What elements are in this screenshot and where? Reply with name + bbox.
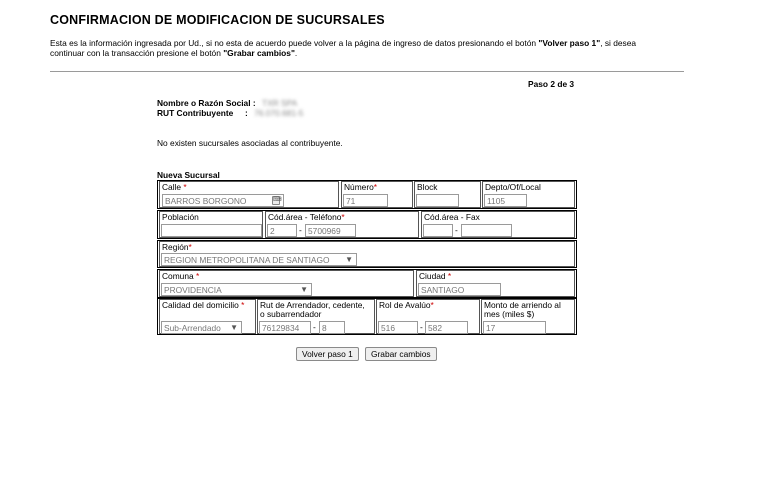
rut-value: 76.070.681-5 (254, 108, 304, 118)
cell-numero (341, 181, 413, 208)
intro-back-ref: "Volver paso 1" (538, 38, 601, 48)
razon-social-label: Nombre o Razón Social : (157, 98, 256, 108)
cell-fax (421, 211, 575, 238)
required-mark: * (373, 182, 378, 192)
chevron-down-icon: ▼ (300, 285, 308, 294)
poblacion-input[interactable] (161, 224, 262, 237)
fax-label: Cód.área - Fax (424, 212, 480, 222)
fax-number-input[interactable] (461, 224, 512, 237)
region-select[interactable] (161, 253, 357, 266)
cell-rol-avaluo (376, 299, 480, 334)
row-region (157, 240, 577, 268)
block-label: Block (417, 182, 438, 192)
rut-dv-input[interactable]: 8 (319, 321, 345, 334)
calle-label-text: Calle (162, 182, 182, 192)
region-label (162, 243, 192, 252)
divider (50, 71, 684, 72)
calidad-select[interactable] (161, 321, 242, 334)
comuna-selected-value: PROVIDENCIA (164, 285, 222, 295)
rut-label: RUT Contribuyente : (157, 108, 248, 118)
rol-avaluo-label (379, 301, 434, 310)
step-indicator: Paso 2 de 3 (528, 79, 575, 89)
cell-calle (159, 181, 339, 208)
intro-text-part: . (294, 48, 298, 58)
cell-poblacion (159, 211, 263, 238)
required-mark: * (241, 300, 245, 310)
calle-input[interactable]: BARROS BORGONO (162, 194, 284, 207)
razon-social-row (157, 98, 297, 108)
rol-avaluo-part1-input[interactable]: 516 (378, 321, 418, 334)
cell-block (414, 181, 481, 208)
calidad-label (162, 301, 244, 310)
calidad-selected-value: Sub-Arrendado (164, 323, 221, 333)
cell-monto (481, 299, 575, 334)
ciudad-label (419, 272, 451, 281)
calidad-label-text: Calidad del domicilio (162, 300, 239, 310)
page-title: CONFIRMACION DE MODIFICACION DE SUCURSALES (50, 13, 385, 27)
intro-text-part: continuar con la transacción presione el botón (50, 48, 224, 58)
intro-text (50, 38, 710, 58)
comuna-select[interactable] (161, 283, 312, 296)
ciudad-label-text: Ciudad (419, 271, 446, 281)
telefono-number-input[interactable]: 5700969 (305, 224, 356, 237)
rut-row (157, 108, 303, 118)
dash-separator: - (299, 225, 302, 235)
region-label-text: Región (162, 242, 189, 252)
comuna-label-text: Comuna (162, 271, 194, 281)
numero-label-text: Número (344, 182, 374, 192)
monto-label: Monto de arriendo al mes (miles $) (484, 300, 561, 319)
required-mark: * (183, 182, 187, 192)
numero-input[interactable]: 71 (343, 194, 388, 207)
cell-depto (482, 181, 575, 208)
required-mark: * (430, 300, 434, 310)
comuna-label (162, 272, 199, 281)
monto-input[interactable]: 17 (483, 321, 546, 334)
no-sucursales-message: No existen sucursales asociadas al contribuyente. (157, 138, 343, 148)
block-input[interactable] (416, 194, 459, 207)
cell-comuna (159, 270, 414, 297)
calle-label (162, 183, 187, 192)
intro-save-ref: "Grabar cambios" (223, 48, 295, 58)
chevron-down-icon: ▼ (230, 323, 238, 332)
chevron-down-icon: ▼ (345, 255, 353, 264)
cell-rut-arrendador (257, 299, 375, 334)
rol-avaluo-part2-input[interactable]: 582 (425, 321, 468, 334)
poblacion-label: Población (162, 212, 199, 222)
grabar-cambios-button[interactable]: Grabar cambios (365, 347, 437, 361)
ciudad-input[interactable]: SANTIAGO (418, 283, 501, 296)
telefono-label-text: Cód.área - Teléfono (268, 212, 342, 222)
depto-label: Depto/Of/Local (485, 182, 541, 192)
rut-arrendador-label: Rut de Arrendador, cedente, o subarrendador (260, 300, 365, 319)
required-mark: * (188, 242, 192, 252)
required-mark: * (195, 271, 200, 281)
fax-area-input[interactable] (423, 224, 453, 237)
intro-text-part: , si desea (600, 38, 637, 48)
row-domicilio (157, 298, 577, 335)
cell-ciudad (416, 270, 575, 297)
required-mark: * (341, 212, 345, 222)
razon-social-value: TXR SPA (261, 98, 298, 108)
dash-separator: - (420, 322, 423, 332)
row-address (157, 180, 577, 209)
row-comuna (157, 269, 577, 298)
required-mark: * (447, 271, 452, 281)
intro-text-part: Esta es la información ingresada por Ud., si no esta de acuerdo puede volver a la página de ingreso de datos presionando el botón (50, 38, 539, 48)
section-title: Nueva Sucursal (157, 170, 220, 180)
telefono-label (268, 213, 345, 222)
keyboard-icon[interactable]: ⌨ (273, 197, 282, 203)
dash-separator: - (455, 225, 458, 235)
dash-separator: - (313, 322, 316, 332)
numero-label (344, 183, 377, 192)
rut-arrendador-input[interactable]: 76129834 (259, 321, 311, 334)
telefono-area-input[interactable]: 2 (267, 224, 297, 237)
row-contact (157, 210, 577, 239)
cell-region (159, 241, 575, 267)
depto-input[interactable]: 1105 (484, 194, 527, 207)
region-selected-value: REGION METROPOLITANA DE SANTIAGO (164, 255, 330, 265)
cell-calidad (159, 299, 256, 334)
volver-paso-1-button[interactable]: Volver paso 1 (296, 347, 359, 361)
cell-telefono (265, 211, 419, 238)
rol-avaluo-label-text: Rol de Avalúo (379, 300, 431, 310)
